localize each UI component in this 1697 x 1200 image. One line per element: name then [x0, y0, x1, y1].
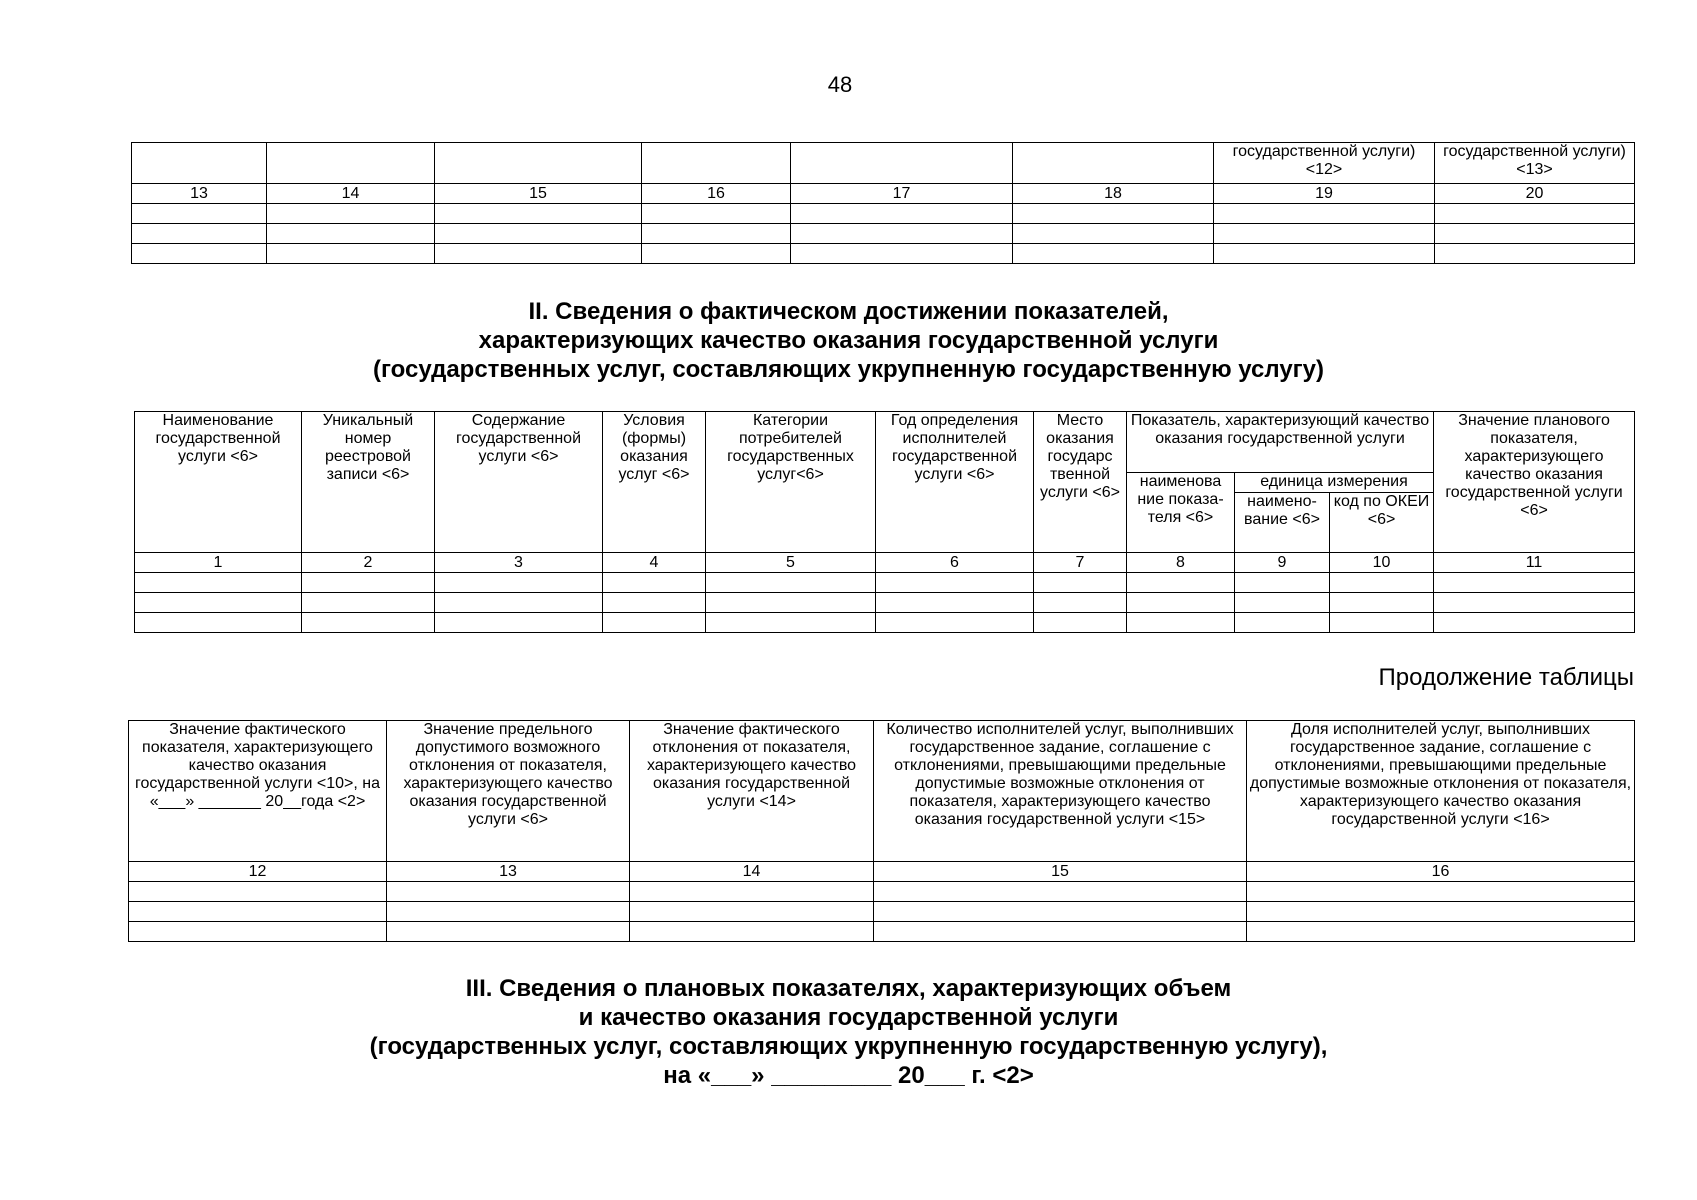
column-number: 6 — [876, 553, 1034, 573]
header-cell — [642, 143, 791, 184]
header-unit: единица измерения — [1235, 473, 1434, 493]
header-place: Место оказания государс твенной услуги <6> — [1034, 412, 1127, 553]
column-number: 7 — [1034, 553, 1127, 573]
section-2-title — [0, 297, 1697, 384]
table-cell — [876, 573, 1034, 593]
header-service-name: Наименование государственной услуги <6> — [135, 412, 302, 553]
title-line: (государственных услуг, составляющих укрупненную государственную услугу) — [372, 356, 1325, 383]
column-number: 2 — [302, 553, 435, 573]
header-cell — [267, 143, 435, 184]
title-line: и качество оказания государственной услуги — [578, 1004, 1119, 1031]
table-cell — [302, 613, 435, 633]
table-cell — [1435, 244, 1635, 264]
column-number: 4 — [603, 553, 706, 573]
table-cell — [1235, 593, 1330, 613]
header-content: Содержание государственной услуги <6> — [435, 412, 603, 553]
header-actual-value: Значение фактического показателя, характеризующего качество оказания государственной услуги <10>, на «___» _______ 20__года <2> — [129, 721, 387, 862]
table-section-2-continuation — [128, 720, 1635, 942]
table-section-2 — [134, 411, 1635, 633]
header-cell: государственной услуги) <13> — [1435, 143, 1635, 184]
header-unit-name: наимено-вание <6> — [1235, 493, 1330, 553]
column-number: 14 — [267, 184, 435, 204]
header-year: Год определения исполнителей государственной услуги <6> — [876, 412, 1034, 553]
table-cell — [1034, 593, 1127, 613]
table-cell — [1247, 902, 1635, 922]
header-cell: государственной услуги) <12> — [1214, 143, 1435, 184]
table-cell — [876, 613, 1034, 633]
table-cell — [1127, 593, 1235, 613]
table-header-row — [135, 412, 1635, 473]
header-indicator-name: наименова ние показа-теля <6> — [1127, 473, 1235, 553]
header-allowed-deviation: Значение предельного допустимого возможного отклонения от показателя, характеризующего качество оказания государственной услуги <6> — [387, 721, 630, 862]
column-number: 5 — [706, 553, 876, 573]
column-number: 18 — [1013, 184, 1214, 204]
table-cell — [1127, 613, 1235, 633]
table-cell — [642, 224, 791, 244]
header-executors-share: Доля исполнителей услуг, выполнивших государственное задание, соглашение с отклонениями, превышающими предельные допустимые возможные отклонения от показателя, характеризующего качество оказания государственной услуги <16> — [1247, 721, 1635, 862]
column-number: 3 — [435, 553, 603, 573]
header-executors-count: Количество исполнителей услуг, выполнивших государственное задание, соглашение с отклонениями, превышающими предельные допустимые возможные отклонения от показателя, характеризующего качество оказания государственной услуги <15> — [874, 721, 1247, 862]
table-cell — [642, 204, 791, 224]
table-cell — [874, 902, 1247, 922]
column-number: 16 — [1247, 862, 1635, 882]
table-cell — [129, 882, 387, 902]
table-cell — [1214, 244, 1435, 264]
table-header-row — [132, 143, 1635, 184]
header-conditions: Условия (формы) оказания услуг <6> — [603, 412, 706, 553]
table-cell — [1013, 244, 1214, 264]
column-number: 1 — [135, 553, 302, 573]
table-header-row — [129, 721, 1635, 862]
table-cell — [132, 204, 267, 224]
table-cell — [267, 224, 435, 244]
table-row — [135, 573, 1635, 593]
table-cell — [642, 244, 791, 264]
table-cell — [1434, 593, 1635, 613]
header-cell — [1013, 143, 1214, 184]
column-number: 13 — [387, 862, 630, 882]
header-okei-code: код по ОКЕИ <6> — [1330, 493, 1434, 553]
table-cell — [1235, 613, 1330, 633]
table-cell — [135, 573, 302, 593]
column-number: 8 — [1127, 553, 1235, 573]
header-actual-deviation: Значение фактического отклонения от показателя, характеризующего качество оказания государственной услуги <14> — [630, 721, 874, 862]
table-cell — [387, 902, 630, 922]
column-number: 20 — [1435, 184, 1635, 204]
table-cell — [132, 224, 267, 244]
table-cell — [1434, 613, 1635, 633]
table-cell — [1034, 613, 1127, 633]
table-cell — [1435, 224, 1635, 244]
column-number: 13 — [132, 184, 267, 204]
column-number: 9 — [1235, 553, 1330, 573]
header-indicator: Показатель, характеризующий качество оказания государственной услуги — [1127, 412, 1434, 473]
table-cell — [435, 224, 642, 244]
title-line: характеризующих качество оказания государственной услуги — [478, 327, 1219, 354]
title-line: III. Сведения о плановых показателях, характеризующих объем — [465, 975, 1232, 1002]
table-cell — [129, 922, 387, 942]
table-continuation-label: Продолжение таблицы — [1378, 664, 1634, 691]
table-cell — [435, 204, 642, 224]
column-number: 15 — [435, 184, 642, 204]
table-cell — [1214, 224, 1435, 244]
table-cell — [630, 902, 874, 922]
table-cell — [706, 593, 876, 613]
table-cell — [435, 613, 603, 633]
table-row — [135, 593, 1635, 613]
table-cell — [791, 204, 1013, 224]
table-cell — [603, 573, 706, 593]
table-cell — [791, 244, 1013, 264]
table-row — [129, 902, 1635, 922]
column-number: 11 — [1434, 553, 1635, 573]
table-cell — [132, 244, 267, 264]
table-cell — [630, 922, 874, 942]
header-cell — [435, 143, 642, 184]
table-cell — [435, 244, 642, 264]
table-cell — [267, 244, 435, 264]
title-line: (государственных услуг, составляющих укрупненную государственную услугу), — [369, 1033, 1328, 1060]
header-registry-number: Уникальный номер реестровой записи <6> — [302, 412, 435, 553]
table-cell — [876, 593, 1034, 613]
title-line: на «___» _________ 20___ г. <2> — [663, 1062, 1034, 1089]
column-number: 14 — [630, 862, 874, 882]
table-cell — [135, 593, 302, 613]
table-cell — [1214, 204, 1435, 224]
column-number: 16 — [642, 184, 791, 204]
table-cell — [630, 882, 874, 902]
page-number: 48 — [827, 72, 853, 97]
table-cell — [387, 882, 630, 902]
table-cell — [1435, 204, 1635, 224]
table-cell — [302, 573, 435, 593]
table-row — [132, 244, 1635, 264]
table-cell — [435, 573, 603, 593]
column-number-row — [129, 862, 1635, 882]
table-previous-continuation — [131, 142, 1635, 264]
table-cell — [603, 613, 706, 633]
table-cell — [135, 613, 302, 633]
table-row — [135, 613, 1635, 633]
table-cell — [1235, 573, 1330, 593]
table-cell — [387, 922, 630, 942]
table-row — [132, 224, 1635, 244]
table-cell — [706, 613, 876, 633]
table-cell — [1247, 922, 1635, 942]
header-categories: Категории потребителей государственных услуг<6> — [706, 412, 876, 553]
table-cell — [435, 593, 603, 613]
table-cell — [267, 204, 435, 224]
table-row — [129, 882, 1635, 902]
column-number: 15 — [874, 862, 1247, 882]
table-cell — [129, 902, 387, 922]
header-cell — [791, 143, 1013, 184]
table-cell — [1330, 593, 1434, 613]
table-cell — [1013, 224, 1214, 244]
table-cell — [874, 882, 1247, 902]
title-line: II. Сведения о фактическом достижении показателей, — [528, 298, 1169, 325]
column-number: 17 — [791, 184, 1013, 204]
column-number: 12 — [129, 862, 387, 882]
table-cell — [1034, 573, 1127, 593]
table-cell — [1127, 573, 1235, 593]
table-row — [132, 204, 1635, 224]
table-cell — [791, 224, 1013, 244]
header-cell — [132, 143, 267, 184]
table-cell — [706, 573, 876, 593]
table-cell — [874, 922, 1247, 942]
column-number: 10 — [1330, 553, 1434, 573]
column-number: 19 — [1214, 184, 1435, 204]
column-number-row — [135, 553, 1635, 573]
column-number-row — [132, 184, 1635, 204]
table-cell — [1330, 573, 1434, 593]
table-cell — [1247, 882, 1635, 902]
section-3-title — [0, 974, 1697, 1090]
table-cell — [1434, 573, 1635, 593]
table-cell — [1013, 204, 1214, 224]
table-cell — [302, 593, 435, 613]
table-cell — [1330, 613, 1434, 633]
table-cell — [603, 593, 706, 613]
header-planned-value: Значение планового показателя, характеризующего качество оказания государственной услуги <6> — [1434, 412, 1635, 553]
table-row — [129, 922, 1635, 942]
